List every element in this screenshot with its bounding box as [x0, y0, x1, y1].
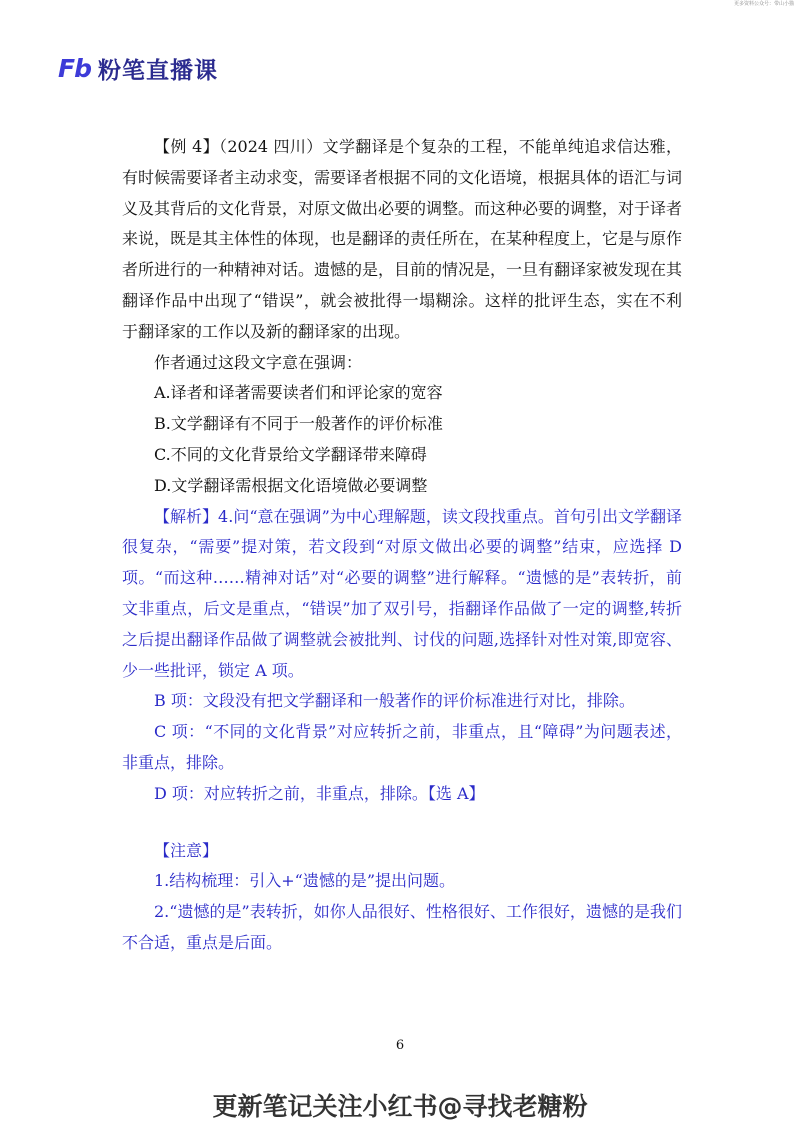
analysis-option-b: B 项：文段没有把文学翻译和一般著作的评价标准进行对比，排除。 — [154, 691, 635, 711]
option-d: D.文学翻译需根据文化语境做必要调整 — [154, 475, 428, 495]
option-a: A.译者和译著需要读者们和评论家的宽容 — [154, 383, 443, 403]
option-b: B.文学翻译有不同于一般著作的评价标准 — [154, 414, 443, 434]
question-stem: 【例 4】（2024 四川）文学翻译是个复杂的工程，不能单纯追求信达雅，有时候需要译者主动求变，需要译者根据不同的文化语境，根据具体的语汇与词义及其背后的文化背景，对原文做出必要的调整。而这种必要的调整，对于译者来说，既是其主体性的体现，也是翻译的责任所在，在某种程度上，它是与原作者所进行的一种精神对话。遗憾的是，目前的情况是，一旦有翻译家被发现在其翻译作品中出现了“错误”，就会被批得一塌糊涂。这样的批评生态，实在不利于翻译家的工作以及新的翻译家的出现。 — [122, 137, 683, 341]
question-prompt: 作者通过这段文字意在强调： — [154, 352, 363, 372]
analysis-option-c: C 项：“不同的文化背景”对应转折之前，非重点，且“障碍”为问题表述，非重点，排除。 — [122, 722, 682, 772]
note-item-1: 1.结构梳理：引入+“遗憾的是”提出问题。 — [154, 871, 456, 891]
document-body — [122, 132, 682, 959]
analysis-option-d: D 项：对应转折之前，非重点，排除。【选 A】 — [154, 783, 485, 803]
brand-name: 粉笔直播课 — [97, 57, 218, 84]
footer-watermark: 更新笔记关注小红书@寻找老糖粉 — [212, 1092, 588, 1121]
brand-logo-icon: Fb — [58, 53, 91, 83]
note-title: 【注意】 — [154, 840, 219, 860]
analysis-main: 【解析】4.问“意在强调”为中心理解题，读文段找重点。首句引出文学翻译很复杂，“需要”提对策，若文段到“对原文做出必要的调整”结束，应选择 D 项。“而这种……精神对话”对“必要的调整”进行解释。“遗憾的是”表转折，前文非重点，后文是重点，“错误”加了双引号，指翻译作品做了一定的调整,转折之后提出翻译作品做了调整就会被批判、讨伐的问题,选择针对性对策,即宽容、少一些批评，锁定 A 项。 — [122, 506, 682, 680]
corner-note: 更多资料公众号：带山小猫 — [733, 1, 794, 7]
note-item-2: 2.“遗憾的是”表转折，如你人品很好、性格很好、工作很好，遗憾的是我们不合适，重点是后面。 — [122, 902, 682, 952]
brand-header — [58, 53, 218, 83]
page-number: 6 — [395, 1038, 405, 1053]
option-c: C.不同的文化背景给文学翻译带来障碍 — [154, 444, 427, 464]
note-block — [122, 836, 682, 959]
